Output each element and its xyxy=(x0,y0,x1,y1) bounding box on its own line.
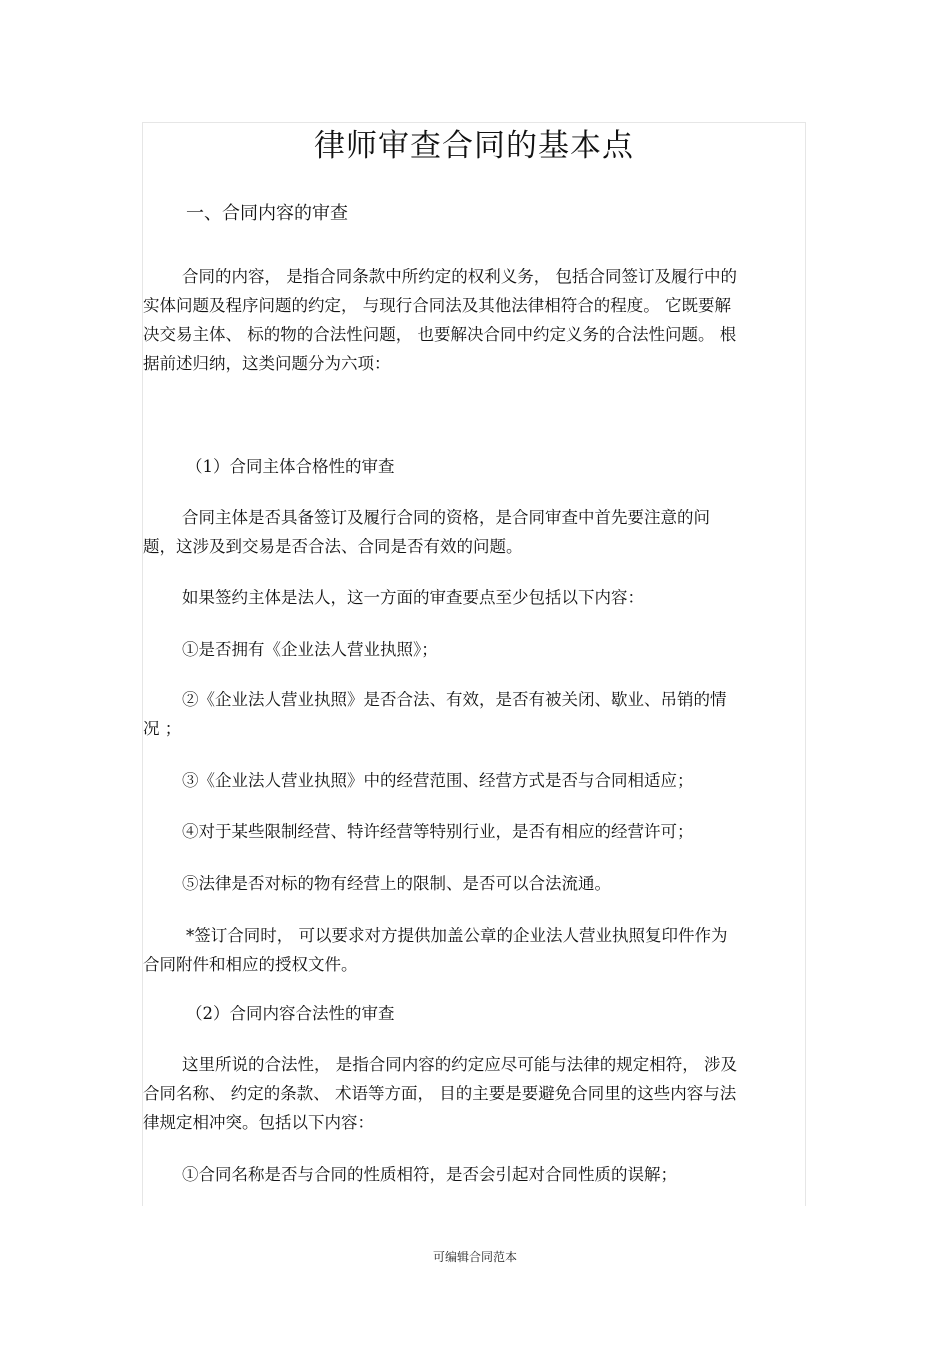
subject-line-1: 合同主体是否具备签订及履行合同的资格，是合同审查中首先要注意的问 xyxy=(182,508,710,527)
legality-line-2: 合同名称、 约定的条款、 术语等方面， 目的主要是要避免合同里的这些内容与法 xyxy=(143,1084,737,1103)
list-item-business-scope-text: ③《企业法人营业执照》中的经营范围、经营方式是否与合同相适应； xyxy=(182,771,694,790)
page-footer: 可编辑合同范本 xyxy=(432,1250,517,1264)
document-title: 律师审查合同的基本点 xyxy=(314,128,634,164)
note-line-1: *签订合同时， 可以要求对方提供加盖公章的企业法人营业执照复印件作为 xyxy=(186,926,728,945)
list-item-business-scope xyxy=(143,766,806,795)
subsection-heading-content-legality: （2）合同内容合法性的审查 xyxy=(186,1004,395,1023)
intro-line-4: 据前述归纳，这类问题分为六项： xyxy=(143,354,391,373)
list-item-contract-name-text: ①合同名称是否与合同的性质相符，是否会引起对合同性质的误解； xyxy=(182,1165,677,1184)
list-item-special-license-text: ④对于某些限制经营、特许经营等特别行业，是否有相应的经营许可； xyxy=(182,822,694,841)
list-item-contract-name xyxy=(143,1160,806,1189)
section-heading-contract-content: 一、合同内容的审查 xyxy=(186,203,348,224)
note-line-2: 合同附件和相应的授权文件。 xyxy=(143,955,358,974)
list-item-circulation xyxy=(143,869,806,898)
list-item-license-validity xyxy=(143,685,806,743)
legality-line-3: 律规定相冲突。包括以下内容： xyxy=(143,1113,374,1132)
list-item-special-license xyxy=(143,817,806,846)
intro-line-2: 实体问题及程序问题的约定， 与现行合同法及其他法律相符合的程度。 它既要解 xyxy=(143,296,731,315)
intro-line-3: 决交易主体、 标的物的合法性问题， 也要解决合同中约定义务的合法性问题。 根 xyxy=(143,325,737,344)
list-item-license-text: ①是否拥有《企业法人营业执照》； xyxy=(182,640,438,659)
intro-line-1: 合同的内容， 是指合同条款中所约定的权利义务， 包括合同签订及履行中的 xyxy=(182,267,737,286)
note-paragraph xyxy=(143,921,806,979)
list-item-circulation-text: ⑤法律是否对标的物有经营上的限制、是否可以合法流通。 xyxy=(182,874,611,893)
legality-paragraph xyxy=(143,1050,806,1137)
list-item-license xyxy=(143,635,806,664)
intro-paragraph xyxy=(143,262,806,378)
list-item-license-validity-line-1: ②《企业法人营业执照》是否合法、有效，是否有被关闭、歇业、吊销的情 xyxy=(182,690,727,709)
list-item-license-validity-line-2: 况 ； xyxy=(143,719,182,738)
subsection-heading-subject-qualification: （1）合同主体合格性的审查 xyxy=(186,457,395,476)
subject-line-2: 题，这涉及到交易是否合法、合同是否有效的问题。 xyxy=(143,537,523,556)
legal-person-line: 如果签约主体是法人，这一方面的审查要点至少包括以下内容： xyxy=(182,588,644,607)
subject-paragraph xyxy=(143,503,806,561)
legality-line-1: 这里所说的合法性， 是指合同内容的约定应尽可能与法律的规定相符， 涉及 xyxy=(182,1055,737,1074)
legal-person-paragraph xyxy=(143,583,806,612)
